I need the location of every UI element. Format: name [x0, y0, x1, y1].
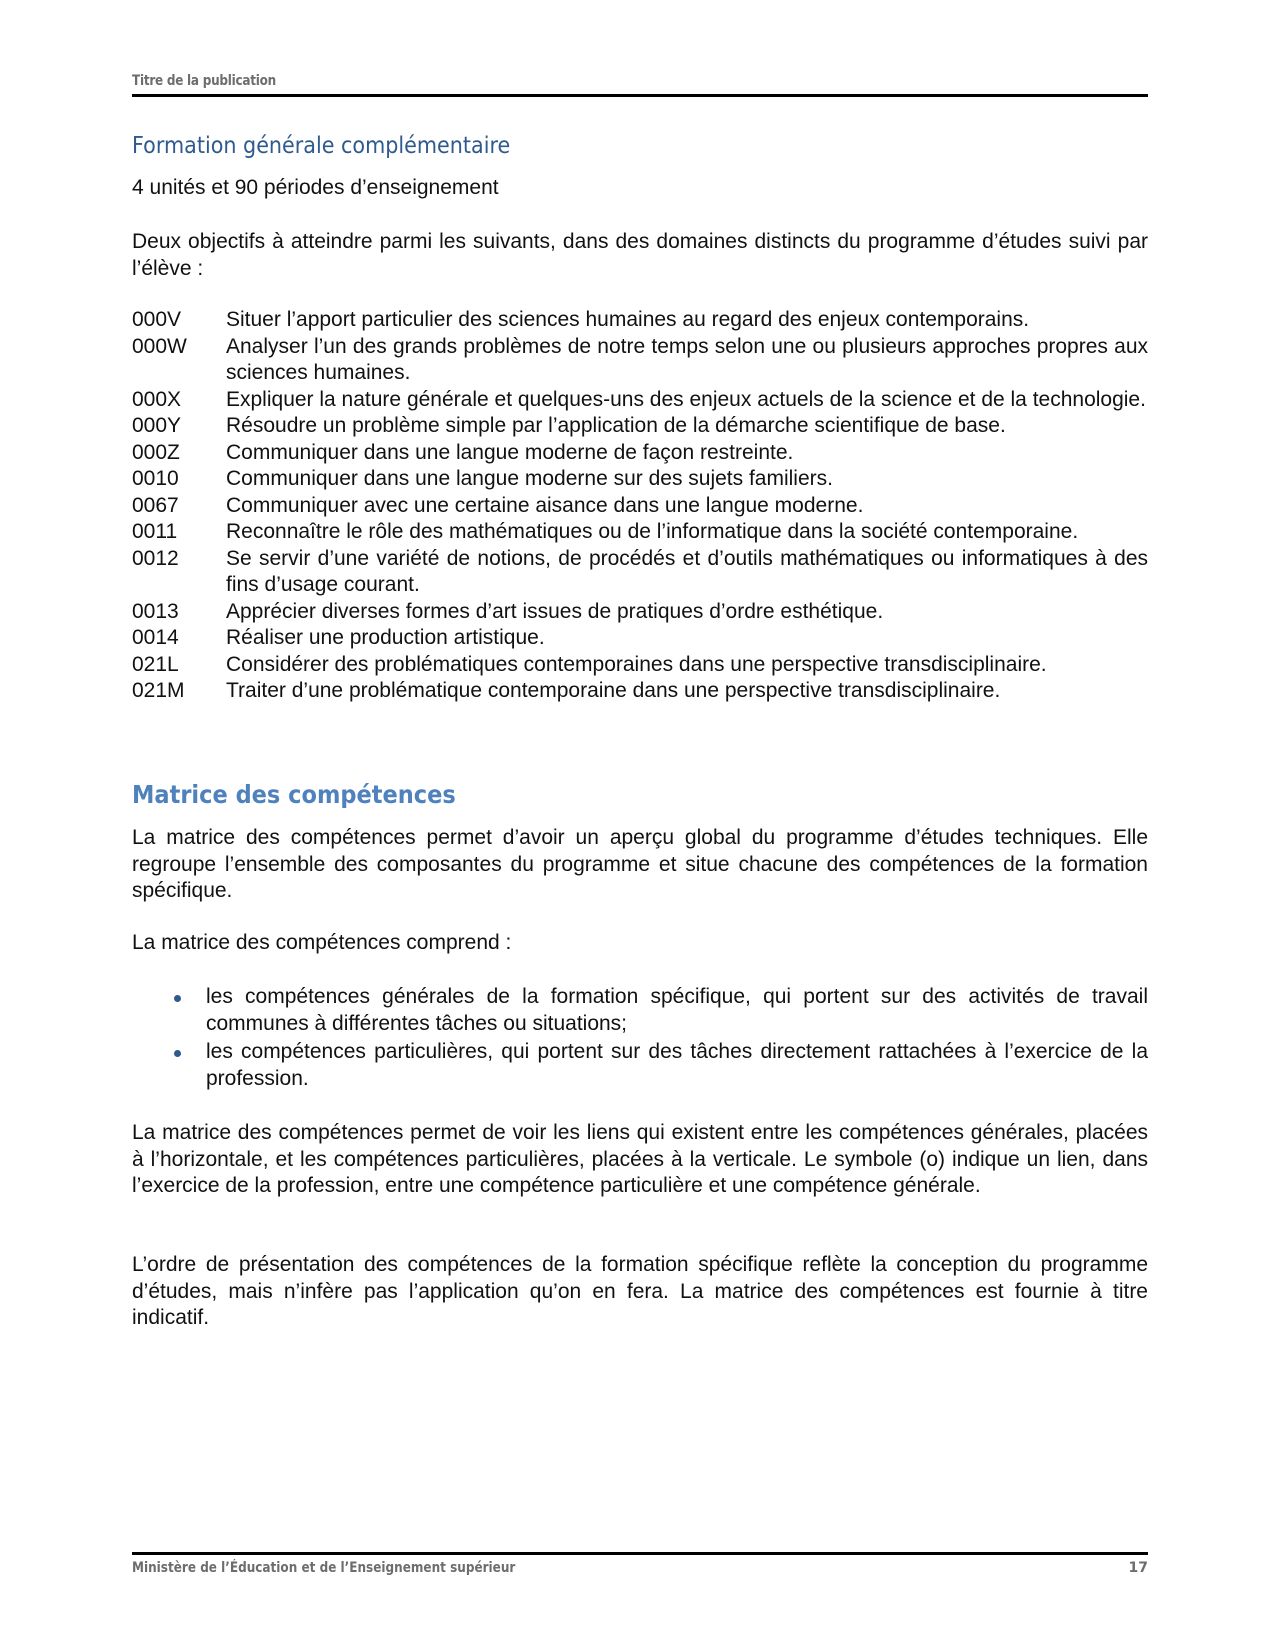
objective-item [132, 387, 1148, 414]
header-rule [132, 94, 1148, 97]
objective-item [132, 466, 1148, 493]
objective-item [132, 678, 1148, 705]
paragraph: La matrice des compétences permet de voir les liens qui existent entre les compétences générales, placées à l’horizontale, et les compétences particulières, placées à la verticale. Le symbole (o) indique un lien, dans l’exercice de la profession, entre une compétence particulière et une compétence générale. [132, 1121, 1148, 1197]
objective-text: Communiquer dans une langue moderne de façon restreinte. [226, 440, 794, 464]
objective-text: Réaliser une production artistique. [226, 626, 545, 649]
bullet-icon [132, 1039, 206, 1092]
objective-item [132, 519, 1148, 546]
objective-text: Se servir d’une variété de notions, de procédés et d’outils mathématiques ou informatiques à des fins d’usage courant. [226, 546, 1148, 596]
objective-item [132, 413, 1148, 440]
objective-text: Communiquer dans une langue moderne sur des sujets familiers. [226, 467, 833, 490]
objective-text: Reconnaître le rôle des mathématiques ou de l’informatique dans la société contemporaine. [226, 520, 1079, 543]
objective-code: 000X [132, 387, 182, 411]
objective-text: Résoudre un problème simple par l’application de la démarche scientifique de base. [226, 414, 1006, 437]
objective-code: 000Z [132, 440, 180, 464]
objective-code: 0014 [132, 626, 179, 649]
objective-code: 021M [132, 679, 185, 702]
bullet-text: les compétences particulières, qui portent sur des tâches directement rattachées à l’exercice de la profession. [206, 1040, 1148, 1090]
footer-publisher: Ministère de l’Éducation et de l’Enseignement supérieur [132, 1560, 516, 1576]
bullet-item [132, 984, 1148, 1037]
bullet-icon [132, 984, 206, 1037]
objective-text: Considérer des problématiques contemporaines dans une perspective transdisciplinaire. [226, 652, 1047, 676]
objective-code: 0012 [132, 546, 179, 570]
running-header: Titre de la publication [132, 73, 276, 89]
objective-item [132, 493, 1148, 520]
objective-code: 021L [132, 652, 179, 676]
objective-text: Expliquer la nature générale et quelques-uns des enjeux actuels de la science et de la technologie. [226, 387, 1146, 411]
objective-code: 000W [132, 334, 187, 358]
objectives-intro: Deux objectifs à atteindre parmi les suivants, dans des domaines distincts du programme d’études suivi par l’élève : [132, 230, 1148, 280]
paragraph: La matrice des compétences permet d’avoir un aperçu global du programme d’études techniques. Elle regroupe l’ensemble des composantes du programme et situe chacune des compétences de la formation spécifique. [132, 826, 1148, 902]
page-number: 17 [1128, 1560, 1148, 1576]
objective-code: 0011 [132, 520, 178, 543]
objective-text: Apprécier diverses formes d’art issues de pratiques d’ordre esthétique. [226, 599, 884, 623]
bullet-list [132, 984, 1148, 1094]
objective-item [132, 652, 1148, 679]
units-periods: 4 unités et 90 périodes d’enseignement [132, 176, 499, 199]
objective-code: 000V [132, 308, 182, 331]
bullet-item [132, 1039, 1148, 1092]
objective-item [132, 625, 1148, 652]
paragraph: L’ordre de présentation des compétences de la formation spécifique reflète la conception du programme d’études, mais n’infère pas l’application qu’on en fera. La matrice des compétences est fournie à titre indicatif. [132, 1253, 1148, 1329]
objective-item [132, 334, 1148, 387]
objective-text: Situer l’apport particulier des sciences humaines au regard des enjeux contemporains. [226, 308, 1030, 331]
section-heading-formation: Formation générale complémentaire [132, 133, 511, 159]
section-heading-matrice: Matrice des compétences [132, 780, 456, 809]
objective-item [132, 307, 1148, 334]
objective-code: 0013 [132, 599, 179, 623]
objective-item [132, 599, 1148, 626]
paragraph: La matrice des compétences comprend : [132, 931, 512, 954]
objective-code: 0067 [132, 493, 179, 517]
objective-text: Communiquer avec une certaine aisance dans une langue moderne. [226, 493, 864, 517]
footer-rule [132, 1552, 1148, 1555]
objective-code: 0010 [132, 467, 179, 490]
objective-item [132, 546, 1148, 599]
objective-code: 000Y [132, 414, 182, 437]
objective-text: Analyser l’un des grands problèmes de notre temps selon une ou plusieurs approches propres aux sciences humaines. [226, 334, 1148, 384]
objective-item [132, 440, 1148, 467]
bullet-text: les compétences générales de la formation spécifique, qui portent sur des activités de travail communes à différentes tâches ou situations; [206, 985, 1148, 1035]
objective-text: Traiter d’une problématique contemporaine dans une perspective transdisciplinaire. [226, 679, 1001, 702]
objectives-list [132, 307, 1148, 705]
